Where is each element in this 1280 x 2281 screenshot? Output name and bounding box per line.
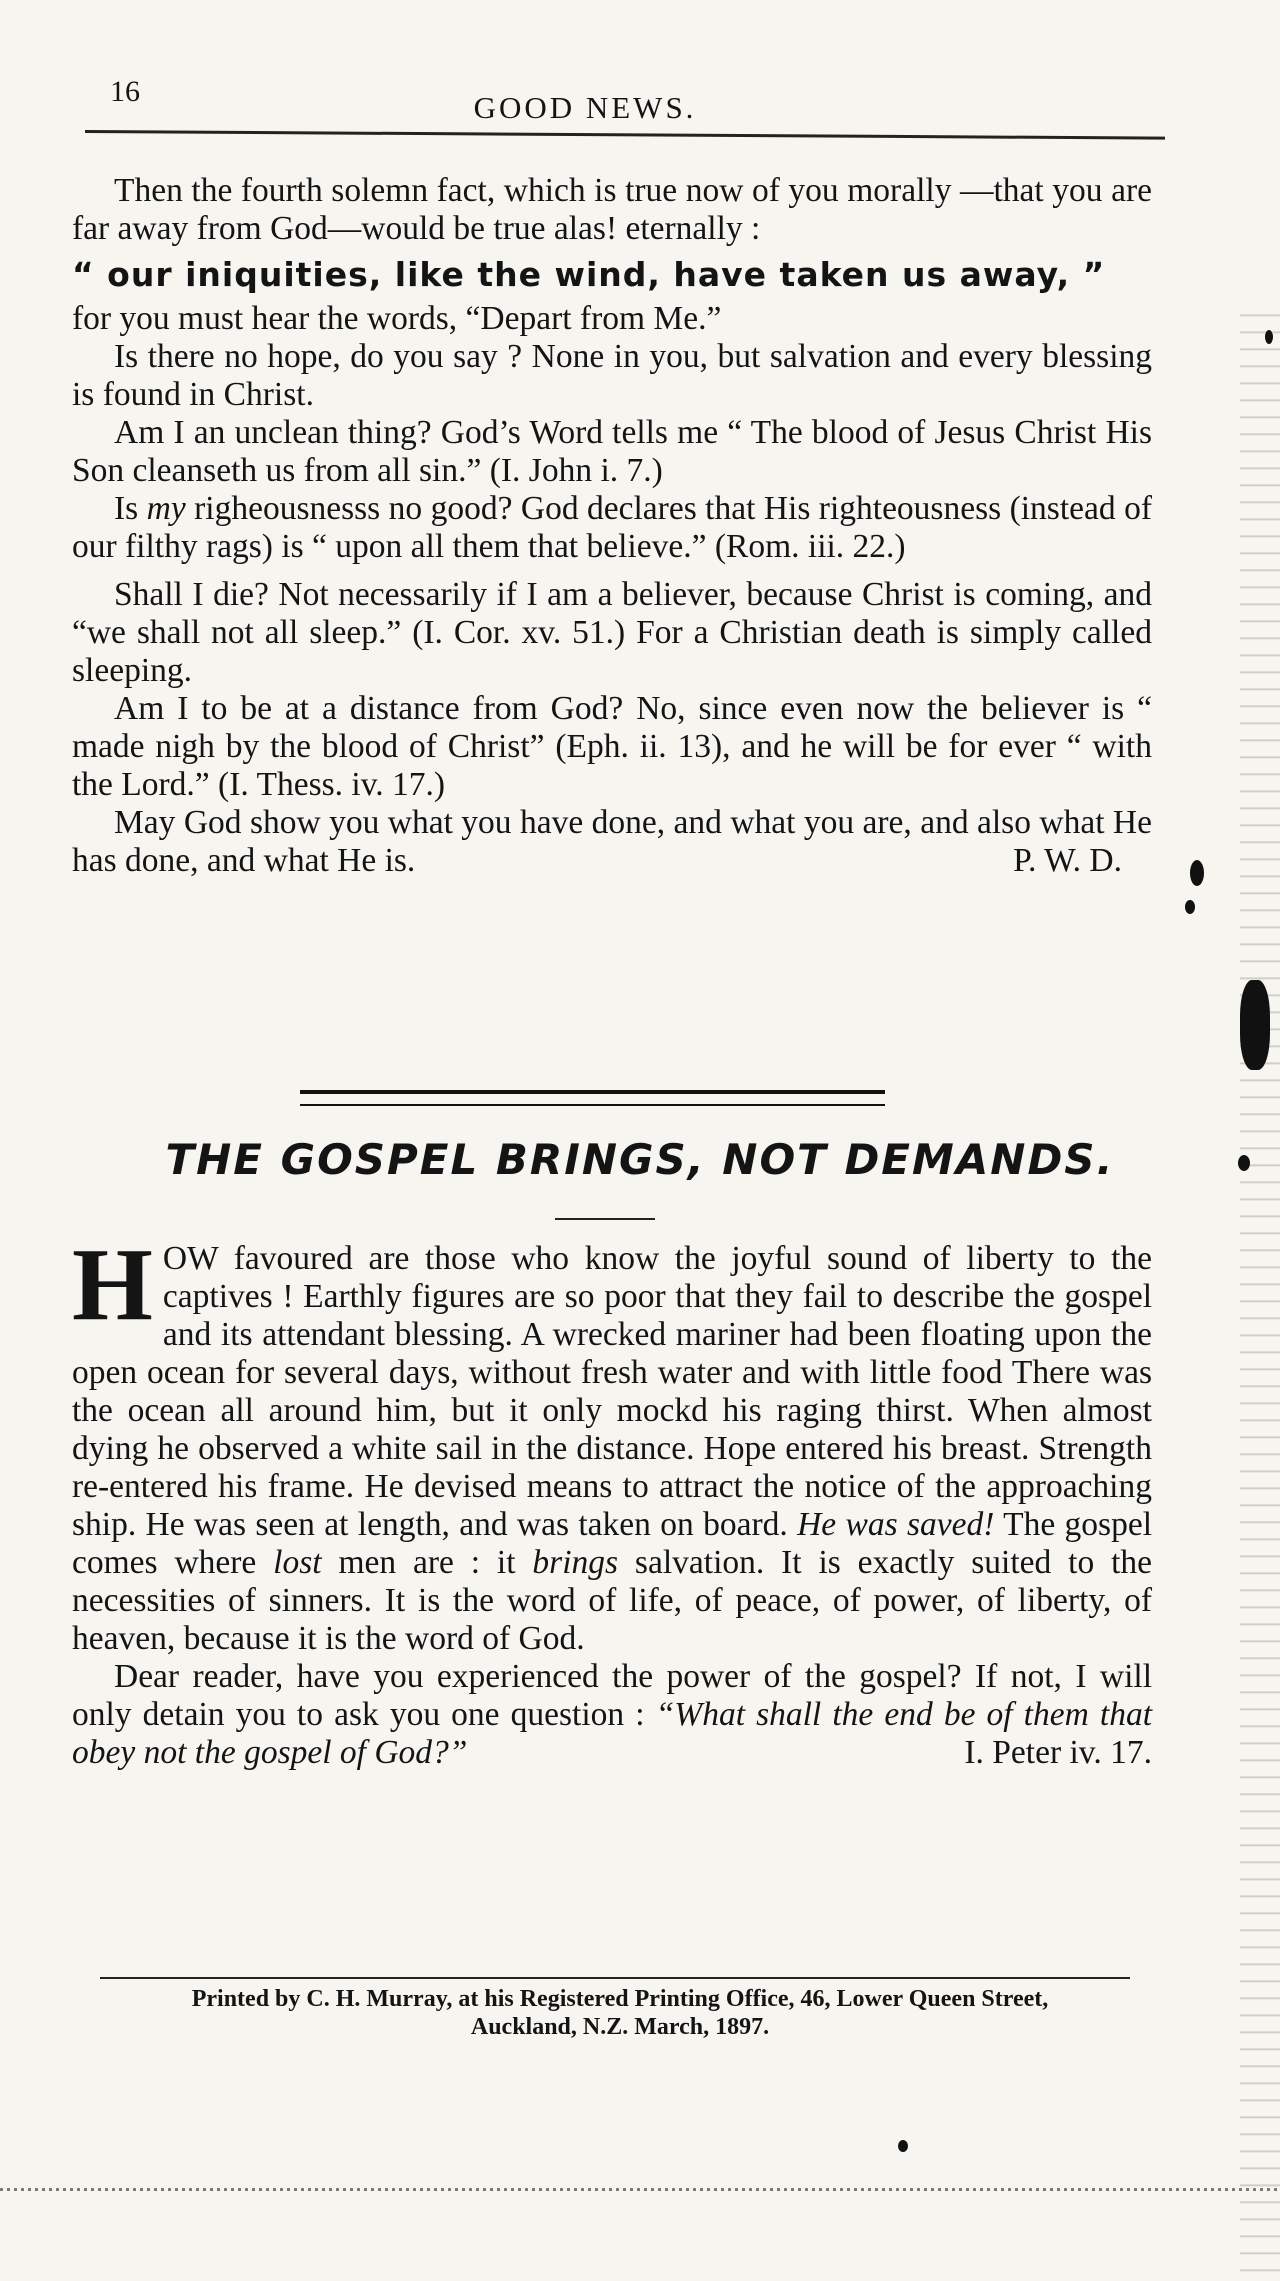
drop-cap: H [72,1227,153,1342]
signature: P. W. D. [1013,842,1122,879]
printer-imprint [0,1985,1280,2041]
ink-speck [1185,900,1195,914]
text-run: Dear reader, have you experienced the power of the gospel? If not, I will only detain you to ask you one question : [72,1658,1152,1733]
paragraph [72,1658,1152,1772]
emphasis: He was saved! [797,1506,995,1543]
text-run: men are : it [321,1544,533,1581]
text-run: righeousnesss no good? God declares that His righteousness (instead of our filthy rags) is “ upon all them that believe.” (Rom. iii. 22.) [72,490,1152,565]
emphasis: “What shall the end be of them that obey not the gospel of God?” [72,1696,1152,1771]
emphasis: my [146,490,186,527]
emphasis: brings [532,1544,619,1581]
scan-bottom-noise [0,2188,1280,2191]
ink-speck [1238,1155,1250,1171]
ink-speck [1265,330,1273,344]
paragraph: Am I to be at a distance from God? No, since even now the believer is “ made nigh by the blood of Christ” (Eph. ii. 13), and he will be for ever “ with the Lord.” (I. Thess. iv. 17.) [72,690,1152,803]
paragraph [72,490,1152,566]
ink-speck [898,2140,908,2152]
article-two [72,1227,1153,1772]
paragraph: Am I an unclean thing? God’s Word tells me “ The blood of Jesus Christ His Son cleanseth us from all sin.” (I. John i. 7.) [72,414,1152,489]
paragraph: Is there no hope, do you say ? None in you, but salvation and every blessing is found in Christ. [72,338,1152,413]
header-rule [85,130,1165,140]
text-line: Then the fourth solemn fact, which is true now of you morally —that you are far away from God—would be true alas! eternally : [72,172,1152,247]
bold-quote: “ our iniquities, like the wind, have taken us away, ” [72,255,1106,294]
page-number: 16 [110,75,140,108]
running-title: GOOD NEWS. [473,90,697,125]
imprint-line: Auckland, N.Z. March, 1897. [470,2014,770,2040]
scan-edge-noise [1240,300,1280,2280]
article-title: THE GOSPEL BRINGS, NOT DEMANDS. [165,1135,1115,1184]
scripture-reference: I. Peter iv. 17. [964,1734,1152,1771]
text-run: May God show you what you have done, and what you are, and also what He has done, and what He is. [72,804,1152,879]
section-divider [300,1090,885,1106]
footer-rule [100,1977,1130,1979]
title-rule [555,1218,655,1220]
paragraph: for you must hear the words, “Depart from Me.” [72,300,722,337]
paragraph [72,1227,1153,1658]
text-run: Is [114,490,147,527]
article-one [72,172,1152,880]
text-run: The gospel comes where [72,1506,1153,1581]
emphasis: lost [273,1544,322,1581]
paragraph [72,804,1152,880]
paragraph: Shall I die? Not necessarily if I am a believer, because Christ is coming, and “we shall not all sleep.” (I. Cor. xv. 51.) For a Christian death is simply called sleeping. [72,576,1152,689]
ink-speck [1190,860,1204,886]
ink-speck [1240,980,1270,1070]
text-run: salvation. It is exactly suited to the necessities of sinners. It is the word of life, of peace, of power, of liberty, of heaven, because it is the word of God. [72,1544,1153,1657]
paragraph [72,172,1152,294]
imprint-line: Printed by C. H. Murray, at his Registered Printing Office, 46, Lower Queen Street, [191,1986,1049,2012]
text-run: OW favoured are those who know the joyful sound of liberty to the captives ! Earthly figures are so poor that they fail to describe the gospel and its attendant blessing. A wrecked mariner had been floating upon the open ocean for several days, without fresh water and with little food There was the ocean all around him, but it only mockd his raging thirst. When almost dying he observed a white sail in the distance. Hope entered his breast. Strength re-entered his frame. He devised means to attract the notice of the approaching ship. He was seen at length, and was taken on board. [72,1240,1152,1543]
